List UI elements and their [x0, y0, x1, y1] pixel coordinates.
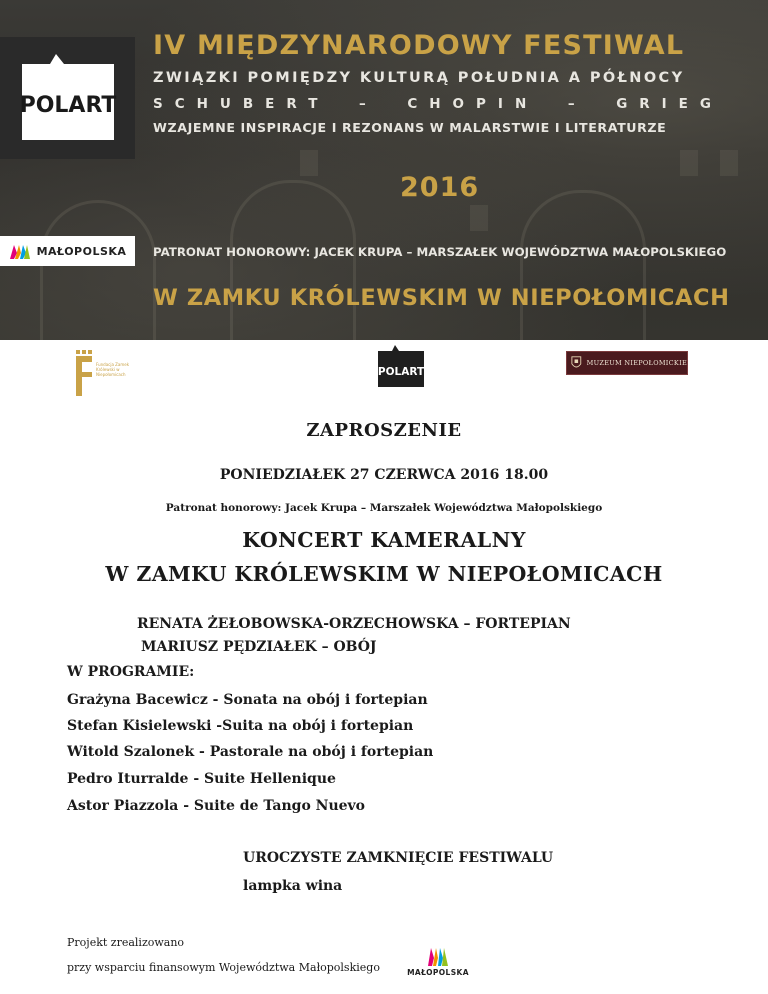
castle-arch-shape — [40, 200, 156, 340]
castle-arch-shape — [520, 190, 646, 340]
festival-title: IV MIĘDZYNARODOWY FESTIWAL — [153, 30, 685, 61]
funding-note-line1: Projekt zrealizowano — [67, 936, 185, 949]
museum-logo-text: MUZEUM NIEPOŁOMICKIE — [586, 359, 687, 367]
malopolska-logo-strip — [0, 236, 135, 266]
composer-schubert: SCHUBERT — [153, 96, 330, 112]
composer-separator: – — [567, 96, 587, 112]
banner-venue: W ZAMKU KRÓLEWSKIM W NIEPOŁOMICACH — [153, 285, 730, 311]
composers-line — [153, 96, 723, 112]
castle-window-shape — [470, 205, 488, 231]
castle-window-shape — [720, 150, 738, 176]
program-item: Pedro Iturralde - Suite Hellenique — [67, 771, 336, 787]
malopolska-logo-text: MAŁOPOLSKA — [407, 968, 469, 977]
funding-note-line2: przy wsparciu finansowym Województwa Małopolskiego — [67, 961, 380, 974]
program-item: Stefan Kisielewski -Suita na obój i fortepian — [67, 718, 414, 734]
malopolska-logo — [398, 944, 478, 984]
castle-window-shape — [300, 150, 318, 176]
castle-window-shape — [680, 150, 698, 176]
composer-separator: – — [359, 96, 378, 112]
polart-logo-small-text: POLART — [377, 366, 425, 378]
invitation-heading: ZAPROSZENIE — [306, 420, 462, 441]
banner-honorary-patron: PATRONAT HONOROWY: JACEK KRUPA – MARSZAŁEK WOJEWÓDZTWA MAŁOPOLSKIEGO — [153, 245, 727, 259]
program-item: Astor Piazzola - Suite de Tango Nuevo — [67, 798, 366, 814]
polart-logo-small — [376, 344, 426, 388]
concert-venue: W ZAMKU KRÓLEWSKIM W NIEPOŁOMICACH — [105, 562, 663, 586]
program-heading: W PROGRAMIE: — [67, 664, 195, 680]
event-date: PONIEDZIAŁEK 27 CZERWCA 2016 18.00 — [219, 467, 549, 483]
malopolska-logo-text: MAŁOPOLSKA — [36, 244, 127, 258]
polart-logo — [16, 50, 120, 146]
concert-title: KONCERT KAMERALNY — [242, 528, 526, 552]
performer-piano: RENATA ŻEŁOBOWSKA-ORZECHOWSKA – FORTEPIAN — [137, 616, 571, 632]
museum-logo — [566, 351, 688, 375]
foundation-logo-text: Fundacja Zamek Królewski w Niepołomicach — [96, 362, 130, 377]
composer-chopin: CHOPIN — [407, 96, 539, 112]
malopolska-m-icon — [9, 243, 31, 259]
museum-crest-icon — [571, 355, 582, 371]
program-item: Grażyna Bacewicz - Sonata na obój i fortepian — [67, 692, 428, 708]
festival-closing: UROCZYSTE ZAMKNIĘCIE FESTIWALU — [243, 850, 554, 866]
festival-subtitle: ZWIĄZKI POMIĘDZY KULTURĄ POŁUDNIA A PÓŁNOCY — [153, 70, 685, 86]
wine-note: lampka wina — [243, 878, 343, 894]
festival-year: 2016 — [400, 172, 480, 203]
composer-grieg: GRIEG — [616, 96, 723, 112]
honorary-patron: Patronat honorowy: Jacek Krupa – Marszałek Województwa Małopolskiego — [165, 502, 603, 514]
castle-arch-shape — [230, 180, 356, 340]
festival-subtitle-2: WZAJEMNE INSPIRACJE I REZONANS W MALARSTWIE I LITERATURZE — [153, 120, 667, 135]
polart-logo-text: POLART — [19, 93, 117, 118]
festival-banner — [0, 0, 768, 340]
performer-oboe: MARIUSZ PĘDZIAŁEK – OBÓJ — [141, 639, 377, 655]
program-item: Witold Szalonek - Pastorale na obój i fortepian — [67, 744, 434, 760]
